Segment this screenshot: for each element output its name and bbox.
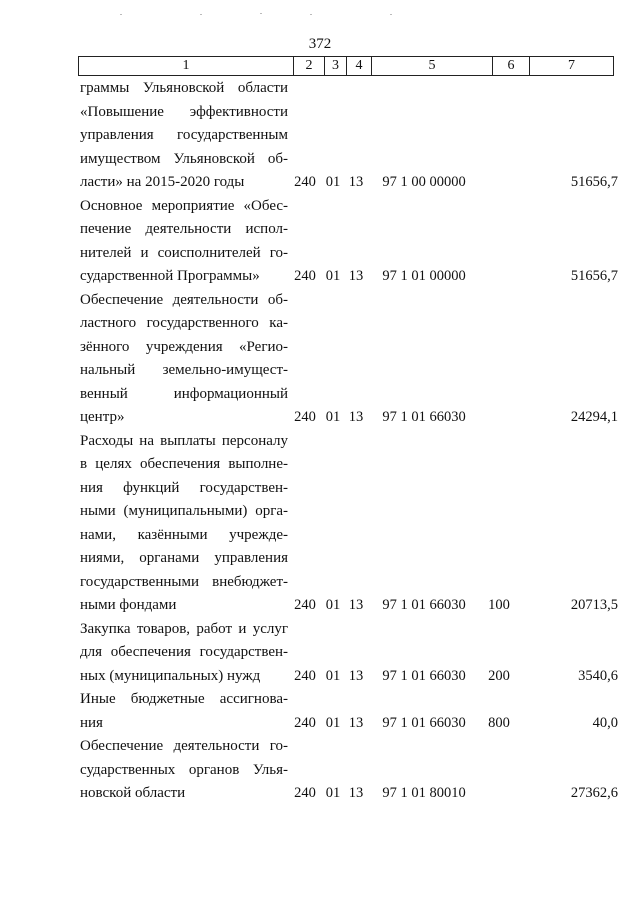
- description-line: ных (муниципальных) нужд: [80, 667, 261, 684]
- admin-code: 240: [294, 174, 316, 190]
- description-line: ния: [80, 714, 103, 731]
- table-row: [80, 77, 620, 195]
- description-line: Обеспечение деятельности го-: [80, 738, 288, 754]
- description-line: ниями, органами управления: [80, 550, 288, 566]
- description-line: «Повышение эффективности: [80, 103, 288, 120]
- description-line: сударственных органов Улья-: [80, 761, 288, 778]
- subsection-code: 13: [348, 785, 364, 801]
- table-row: [80, 195, 620, 289]
- target-article-code: 97 1 01 66030: [382, 409, 466, 425]
- row-description: [80, 77, 288, 195]
- table-row: [80, 430, 620, 618]
- subsection-code: 13: [348, 409, 364, 425]
- table-row: [80, 735, 620, 806]
- description-line: граммы Ульяновской области: [80, 80, 288, 96]
- description-line: Основное мероприятие «Обес-: [80, 197, 288, 214]
- description-line: ния функций государствен-: [80, 479, 288, 496]
- admin-code: 240: [294, 667, 316, 684]
- section-code: 01: [325, 785, 341, 801]
- expense-type-code: 200: [488, 667, 510, 684]
- admin-code: 240: [294, 597, 316, 613]
- admin-code: 240: [294, 785, 316, 801]
- header-col-6: 6: [492, 57, 529, 75]
- description-line: новской области: [80, 785, 186, 801]
- table-header: [78, 56, 614, 76]
- row-description: [80, 688, 288, 735]
- row-description: [80, 618, 288, 689]
- header-col-5: 5: [371, 57, 492, 75]
- subsection-code: 13: [348, 268, 364, 284]
- table-row: [80, 289, 620, 430]
- description-line: Закупка товаров, работ и услуг: [80, 620, 288, 637]
- subsection-code: 13: [348, 714, 364, 731]
- row-codes: [288, 406, 618, 430]
- amount: 24294,1: [570, 409, 618, 425]
- description-line: сударственной Программы»: [80, 268, 260, 284]
- page-number: 372: [308, 36, 332, 52]
- row-codes: [288, 265, 618, 289]
- target-article-code: 97 1 01 00000: [382, 268, 466, 284]
- header-col-1: 1: [182, 58, 190, 73]
- table-row: [80, 688, 620, 735]
- section-code: 01: [325, 714, 341, 731]
- header-col-4: 4: [346, 57, 371, 75]
- description-line: в целях обеспечения выполне-: [80, 456, 288, 472]
- target-article-code: 97 1 00 00000: [382, 174, 466, 190]
- description-line: ласти» на 2015-2020 годы: [80, 174, 245, 190]
- row-codes: [288, 594, 618, 618]
- target-article-code: 97 1 01 66030: [382, 667, 466, 684]
- description-line: имуществом Ульяновской об-: [80, 150, 288, 167]
- section-code: 01: [325, 174, 341, 190]
- row-codes: [288, 665, 618, 689]
- amount: 3540,6: [578, 667, 618, 684]
- row-description: [80, 195, 288, 289]
- admin-code: 240: [294, 714, 316, 731]
- expense-type-code: [480, 265, 518, 289]
- description-line: государственными внебюджет-: [80, 573, 288, 590]
- description-line: управления государственным: [80, 127, 288, 143]
- subsection-code: 13: [348, 667, 364, 684]
- amount: 27362,6: [570, 785, 618, 801]
- expense-type-code: 800: [488, 714, 510, 731]
- expense-type-code: 100: [488, 597, 510, 613]
- description-line: нами, казёнными учрежде-: [80, 526, 288, 543]
- description-line: нителей и соисполнителей го-: [80, 244, 288, 261]
- amount: 51656,7: [570, 268, 618, 284]
- admin-code: 240: [294, 268, 316, 284]
- section-code: 01: [325, 409, 341, 425]
- admin-code: 240: [294, 409, 316, 425]
- target-article-code: 97 1 01 66030: [382, 714, 466, 731]
- subsection-code: 13: [348, 597, 364, 613]
- row-codes: [288, 171, 618, 195]
- amount: 40,0: [592, 714, 618, 731]
- header-col-2: 2: [293, 57, 324, 75]
- row-description: [80, 735, 288, 806]
- header-col-3: 3: [324, 57, 346, 75]
- description-line: центр»: [80, 409, 125, 425]
- description-line: печение деятельности испол-: [80, 221, 288, 237]
- row-description: [80, 289, 288, 430]
- row-description: [80, 430, 288, 618]
- description-line: Расходы на выплаты персоналу: [80, 432, 288, 449]
- target-article-code: 97 1 01 66030: [382, 597, 466, 613]
- target-article-code: 97 1 01 80010: [382, 785, 466, 801]
- section-code: 01: [325, 597, 341, 613]
- amount: 51656,7: [570, 174, 618, 190]
- description-line: ными (муниципальными) орга-: [80, 503, 288, 519]
- description-line: нальный земельно-имущест-: [80, 362, 288, 378]
- subsection-code: 13: [348, 174, 364, 190]
- section-code: 01: [325, 268, 341, 284]
- row-codes: [288, 712, 618, 736]
- description-line: ными фондами: [80, 597, 177, 613]
- row-codes: [288, 782, 618, 806]
- table-row: [80, 618, 620, 689]
- table-body: [80, 77, 620, 806]
- description-line: зённого учреждения «Регио-: [80, 338, 288, 355]
- amount: 20713,5: [570, 597, 618, 613]
- description-line: для обеспечения государствен-: [80, 644, 288, 660]
- expense-type-code: [480, 406, 518, 430]
- description-line: ластного государственного ка-: [80, 315, 288, 331]
- section-code: 01: [325, 667, 341, 684]
- expense-type-code: [480, 782, 518, 806]
- header-col-7: 7: [529, 57, 613, 75]
- description-line: венный информационный: [80, 385, 288, 402]
- description-line: Обеспечение деятельности об-: [80, 291, 288, 308]
- expense-type-code: [480, 171, 518, 195]
- description-line: Иные бюджетные ассигнова-: [80, 691, 288, 707]
